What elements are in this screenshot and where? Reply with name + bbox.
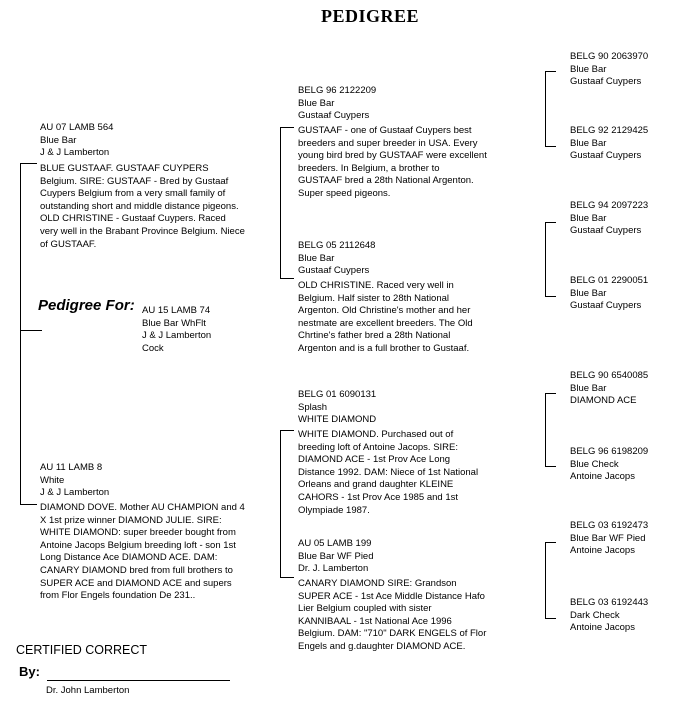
signature-line: [47, 680, 230, 681]
desc-line: X 1st prize winner DIAMOND JULIE. SIRE:: [40, 514, 222, 526]
desc-line: OLD CHRISTINE - Gustaaf Cuypers. Raced: [40, 213, 226, 225]
signer-name: Dr. John Lamberton: [46, 685, 130, 696]
sire-description: [40, 163, 245, 251]
desc-line: Antoine Jacops Belgium breeding loft - son 1st: [40, 539, 236, 551]
band-number: BELG 03 6192473: [570, 520, 649, 531]
bracket-line: [20, 163, 21, 505]
bracket-line: [280, 577, 294, 578]
sire-band: AU 07 LAMB 564: [40, 122, 114, 133]
bracket-line: [545, 393, 556, 394]
subject-color: Blue Bar WhFlt: [142, 317, 206, 329]
color: Blue Bar: [298, 97, 335, 109]
desc-line: Belgium. SIRE: GUSTAAF - Bred by Gustaaf: [40, 175, 229, 187]
ancestor-block-7: [570, 520, 648, 558]
desc-line: from Flor Engels foundation De 231..: [40, 590, 196, 602]
ancestor-block-3: [570, 200, 648, 238]
ancestor-block-2: [570, 125, 648, 163]
owner: WHITE DIAMOND: [298, 414, 377, 426]
dam-color: White: [40, 474, 65, 486]
dam-owner: J & J Lamberton: [40, 487, 110, 499]
desc-line: GUSTAAF - one of Gustaaf Cuypers best: [298, 125, 472, 136]
sire-color: Blue Bar: [40, 134, 77, 146]
bracket-line: [545, 222, 546, 297]
desc-line: Olympiade 1987.: [298, 504, 370, 516]
band-number: AU 05 LAMB 199: [298, 538, 372, 549]
desc-line: of GUSTAAF.: [40, 238, 97, 250]
band-number: BELG 01 2290051: [570, 275, 649, 286]
bracket-line: [545, 542, 556, 543]
dam-sire-description: [298, 429, 478, 517]
bracket-line: [280, 127, 294, 128]
bracket-line: [545, 542, 546, 619]
color: Blue Bar: [298, 252, 335, 264]
bracket-line: [280, 430, 281, 578]
bracket-line: [280, 127, 281, 279]
desc-line: Lier Belgium coupled with sister: [298, 603, 432, 615]
bracket-line: [545, 71, 556, 72]
color: Blue Bar: [570, 212, 607, 224]
bracket-line: [545, 146, 556, 147]
band-number: BELG 94 2097223: [570, 200, 649, 211]
ancestor-block-6: [570, 446, 648, 484]
subject-sex: Cock: [142, 342, 164, 354]
ancestor-block-8: [570, 597, 648, 635]
band-number: BELG 90 6540085: [570, 370, 649, 381]
desc-line: Engels and g.daughter DIAMOND ACE.: [298, 640, 466, 652]
bracket-line: [20, 163, 37, 164]
band-number: BELG 90 2063970: [570, 51, 649, 62]
desc-line: Chrtine's father bred a 28th National: [298, 330, 451, 342]
desc-line: nestmate are excellent breeders. The Old: [298, 317, 473, 329]
sire-sire-block: [298, 85, 376, 123]
dam-block: [40, 462, 109, 500]
sire-sire-description: [298, 125, 487, 201]
band-number: BELG 03 6192443: [570, 597, 649, 608]
color: Dark Check: [570, 609, 620, 621]
bracket-line: [545, 618, 556, 619]
desc-line: Cuypers Belgium from a very small family of: [40, 188, 226, 200]
color: Blue Bar: [570, 137, 607, 149]
bracket-line: [545, 222, 556, 223]
bracket-line: [280, 430, 294, 431]
desc-line: BLUE GUSTAAF. GUSTAAF CUYPERS: [40, 163, 209, 174]
bracket-line: [545, 466, 556, 467]
sire-dam-block: [298, 240, 375, 278]
color: Blue Bar: [570, 63, 607, 75]
by-label: By:: [19, 664, 40, 679]
desc-line: Belgium. Half sister to 28th National: [298, 292, 450, 304]
color: Blue Bar: [570, 382, 607, 394]
desc-line: very well in the Brabant Province Belgium. Niece: [40, 225, 245, 237]
color: Blue Bar: [570, 287, 607, 299]
bracket-line: [545, 71, 546, 147]
color: Blue Bar WF Pied: [570, 532, 646, 544]
owner: Antoine Jacops: [570, 622, 635, 634]
band-number: BELG 05 2112648: [298, 240, 376, 251]
band-number: BELG 96 2122209: [298, 85, 377, 96]
desc-line: breeding loft of Antoine Jacops. SIRE:: [298, 441, 459, 453]
owner: Gustaaf Cuypers: [570, 76, 642, 88]
bracket-line: [545, 296, 556, 297]
owner: Antoine Jacops: [570, 471, 635, 483]
desc-line: young bird bred by GUSTAAF were excellent: [298, 150, 487, 162]
desc-line: Argenton. Old Christine's mother and her: [298, 305, 471, 317]
band-number: BELG 96 6198209: [570, 446, 649, 457]
desc-line: SUPER ACE and DIAMOND ACE and supers: [40, 577, 232, 589]
desc-line: breeders. In Belgium, a brother to: [298, 162, 440, 174]
dam-description: [40, 502, 245, 603]
desc-line: DIAMOND ACE - 1st Prov Ace Long: [298, 454, 451, 466]
desc-line: Orleans and grand daughter KLEINE: [298, 479, 454, 491]
desc-line: SUPER ACE - 1st Ace Middle Distance Hafo: [298, 590, 485, 602]
desc-line: KANNIBAAL - 1st National Ace 1996: [298, 615, 452, 627]
owner: Antoine Jacops: [570, 545, 635, 557]
dam-dam-description: [298, 578, 486, 654]
owner: Gustaaf Cuypers: [298, 110, 370, 122]
owner: Gustaaf Cuypers: [570, 300, 642, 312]
bracket-line: [20, 330, 42, 331]
owner: Dr. J. Lamberton: [298, 563, 369, 575]
bracket-line: [280, 278, 294, 279]
band-number: BELG 01 6090131: [298, 389, 377, 400]
desc-line: Long Distance Ace DIAMOND ACE. DAM:: [40, 552, 218, 564]
desc-line: OLD CHRISTINE. Raced very well in: [298, 280, 454, 291]
owner: Gustaaf Cuypers: [570, 225, 642, 237]
subject-owner: J & J Lamberton: [142, 330, 212, 342]
desc-line: Argenton and is a full brother to Gustaaf.: [298, 342, 470, 354]
color: Blue Bar WF Pied: [298, 550, 374, 562]
sire-block: [40, 122, 113, 160]
desc-line: CANARY DIAMOND bred from full brothers to: [40, 564, 233, 576]
dam-band: AU 11 LAMB 8: [40, 462, 103, 473]
dam-sire-block: [298, 389, 376, 427]
desc-line: outstanding short and middle distance pigeons.: [40, 200, 239, 212]
desc-line: Belgium. DAM: "710" DARK ENGELS of Flor: [298, 628, 487, 640]
owner: Gustaaf Cuypers: [298, 265, 370, 277]
certified-heading: CERTIFIED CORRECT: [16, 643, 148, 657]
color: Blue Check: [570, 458, 619, 470]
subject-block: [142, 305, 211, 355]
band-number: BELG 92 2129425: [570, 125, 649, 136]
desc-line: GUSTAAF bred a 28th National Argenton.: [298, 175, 474, 187]
color: Splash: [298, 401, 328, 413]
desc-line: breeders and super breeder in USA. Every: [298, 137, 478, 149]
bracket-line: [20, 504, 37, 505]
owner: Gustaaf Cuypers: [570, 150, 642, 162]
desc-line: WHITE DIAMOND. Purchased out of: [298, 429, 454, 440]
bracket-line: [545, 393, 546, 467]
subject-band: AU 15 LAMB 74: [142, 305, 211, 316]
desc-line: Distance 1992. DAM: Niece of 1st National: [298, 466, 479, 478]
sire-dam-description: [298, 280, 473, 356]
pedigree-for-label: Pedigree For:: [38, 297, 135, 314]
ancestor-block-4: [570, 275, 648, 313]
desc-line: Super speed pigeons.: [298, 187, 391, 199]
dam-dam-block: [298, 538, 374, 576]
owner: DIAMOND ACE: [570, 395, 637, 407]
ancestor-block-1: [570, 51, 648, 89]
page-title: PEDIGREE: [320, 6, 420, 26]
sire-owner: J & J Lamberton: [40, 147, 110, 159]
desc-line: WHITE DIAMOND: super breeder bought from: [40, 527, 236, 539]
desc-line: CANARY DIAMOND SIRE: Grandson: [298, 578, 457, 589]
desc-line: CAHORS - 1st Prov Ace 1985 and 1st: [298, 491, 458, 503]
desc-line: DIAMOND DOVE. Mother AU CHAMPION and 4: [40, 502, 245, 513]
ancestor-block-5: [570, 370, 648, 408]
